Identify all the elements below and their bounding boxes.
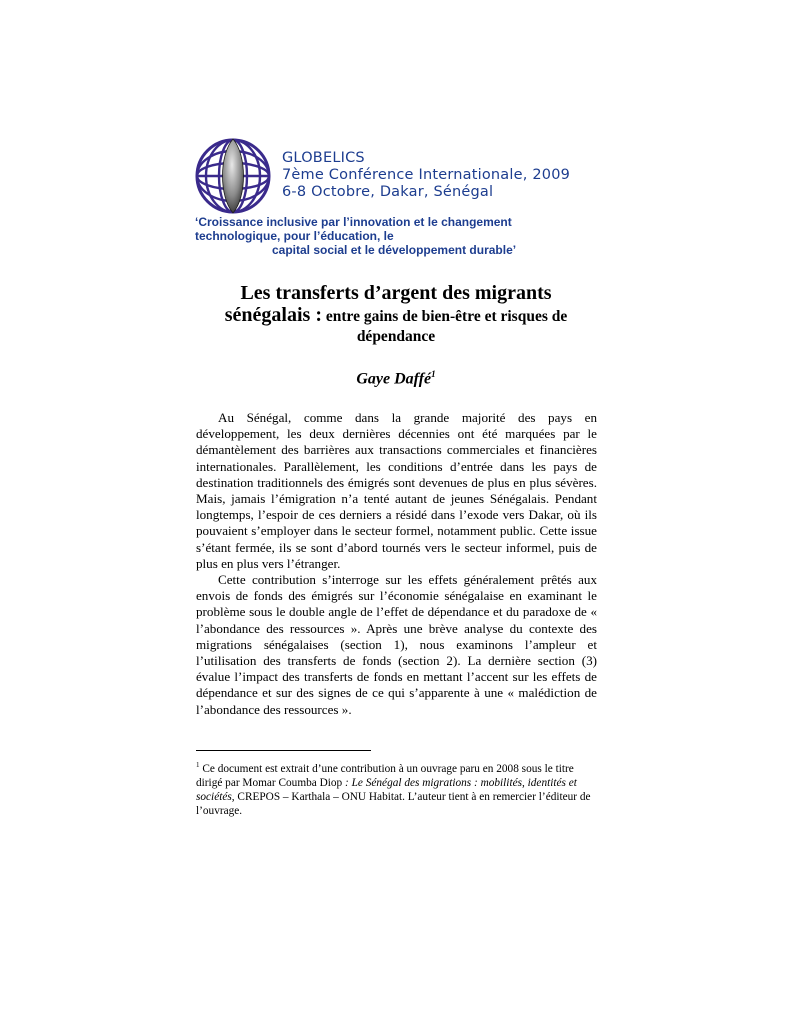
paragraph: Cette contribution s’interroge sur les effets généralement prêtés aux envois de fonds des émigrés sur l’économie sénégalaise en examinant le problème sous le double angle de l’effet de dépendance et du paradoxe de « l’abondance des ressources ». Après une brève analyse du contexte des migrations sénégalaises (section 1), nous examinons l’ampleur et l’utilisation des transferts de fonds (section 2). La dernière section (3) évalue l’impact des transferts de fonds en mettant l’accent sur les effets de dépendance et sur des signes de ce qui s’apparente à une « malédiction de l’abondance des ressources ». — [196, 572, 597, 717]
footnote-text-end: CREPOS – Karthala – ONU Habitat. L’auteur tient à en remercier l’éditeur de l’ouvrage. — [196, 791, 591, 818]
conference-motto — [195, 215, 555, 257]
title-subtitle: entre gains de bien-être et risques de — [321, 308, 568, 325]
title-line-3: dépendance — [356, 328, 436, 345]
footnote-separator — [196, 750, 371, 751]
title-lead: sénégalais : — [224, 304, 322, 326]
paper-title — [195, 281, 597, 347]
conference-info — [282, 150, 570, 201]
title-line-2 — [195, 305, 597, 327]
motto-line: ‘Croissance inclusive par l’innovation et le changement — [195, 215, 512, 229]
footnote-text: Ce document est extrait d’une contribution à un ouvrage paru en 2008 sous le titre dirigé par Momar Coumba Diop — [196, 762, 574, 789]
author-name: Gaye Daffé — [356, 370, 432, 388]
footnote-book-title: : Le Sénégal des migrations : mobilités, identités et sociétés, — [196, 776, 577, 804]
motto-line: capital social et le développement durable’ — [272, 243, 517, 257]
conference-dates: 6-8 Octobre, Dakar, Sénégal — [282, 184, 494, 200]
body-text — [196, 410, 597, 718]
author — [195, 369, 597, 388]
footnote — [196, 758, 598, 819]
paragraph: Au Sénégal, comme dans la grande majorité des pays en développement, les deux dernières décennies ont été marquées par le démantèlement des barrières aux transactions commerciales et financières internationales. Parallèlement, les conditions d’entrée dans les pays de destination traditionnels des émigrés sont devenues de plus en plus sévères. Mais, jamais l’émigration n’a tenté autant de jeunes Sénégalais. Pendant longtemps, l’espoir de ces derniers a résidé dans l’exode vers Dakar, où ils pouvaient s’employer dans le secteur formel, notamment public. Cette issue s’étant fermée, ils se sont d’abord tournés vers le secteur informel, puis de plus en plus vers l’étranger. — [196, 410, 597, 571]
motto-line: technologique, pour l’éducation, le — [195, 229, 394, 243]
title-line-1: Les transferts d’argent des migrants — [240, 282, 552, 304]
conference-name: GLOBELICS — [282, 150, 365, 166]
footnote-reference: 1 — [431, 369, 436, 379]
conference-edition: 7ème Conférence Internationale, 2009 — [282, 167, 571, 183]
footnote-mark: 1 — [196, 761, 200, 769]
globelics-globe-logo — [194, 137, 272, 215]
